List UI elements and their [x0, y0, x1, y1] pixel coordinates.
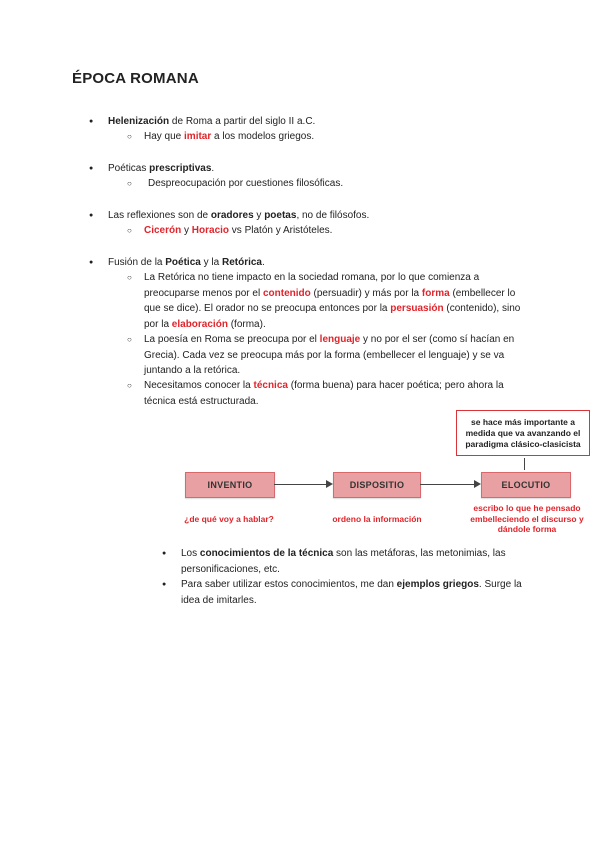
diagram-caption: ¿de qué voy a hablar? — [184, 514, 274, 524]
list-subitem: ○ Despreocupación por cuestiones filosóficas. — [144, 176, 538, 192]
diagram-note: se hace más importante a medida que va avanzando el paradigma clásico-clasicista — [456, 410, 590, 456]
list-subitem: ○ La Retórica no tiene impacto en la sociedad romana, por lo que comienza a preocuparse menos por el contenido (persuadir) y más por la forma (embellecer lo que se dice). El orador no se preocupa entonces por la persuasión (contenido), sino por la elaboración (forma). — [144, 270, 534, 332]
list-subitem: ○ La poesía en Roma se preocupa por el lenguaje y no por el ser (como sí hacían en Grecia). Cada vez se preocupa más por la forma (embellecer el lenguaje) y se va juntando a la retórica. — [144, 332, 534, 379]
diagram-box-elocutio: ELOCUTIO — [481, 472, 571, 498]
list-item: ● Para saber utilizar estos conocimientos, me dan ejemplos griegos. Surge la idea de imitarles. — [181, 577, 541, 608]
diagram-caption: escribo lo que he pensado embelleciendo el discurso y dándole forma — [470, 503, 584, 534]
list-item: ● Helenización de Roma a partir del siglo II a.C. — [108, 114, 315, 130]
diagram-box-inventio: INVENTIO — [185, 472, 275, 498]
diagram-box-dispositio: DISPOSITIO — [333, 472, 421, 498]
arrow-line — [524, 458, 525, 470]
arrow-right-icon — [326, 480, 333, 488]
arrow-line — [274, 484, 326, 485]
list-item: ● Poéticas prescriptivas. — [108, 161, 214, 177]
list-subitem: ○ Hay que imitar a los modelos griegos. — [144, 129, 534, 145]
list-item: ● Fusión de la Poética y la Retórica. — [108, 255, 265, 271]
page-title: ÉPOCA ROMANA — [72, 70, 199, 87]
diagram-caption: ordeno la información — [332, 514, 422, 524]
list-subitem: ○ Necesitamos conocer la técnica (forma buena) para hacer poética; pero ahora la técnica está estructurada. — [144, 378, 534, 409]
arrow-right-icon — [474, 480, 481, 488]
list-item: ● Las reflexiones son de oradores y poetas, no de filósofos. — [108, 208, 369, 224]
list-subitem: ○ Cicerón y Horacio vs Platón y Aristóteles. — [144, 223, 534, 239]
arrow-line — [420, 484, 474, 485]
list-item: ● Los conocimientos de la técnica son las metáforas, las metonimias, las personificaciones, etc. — [181, 546, 541, 577]
